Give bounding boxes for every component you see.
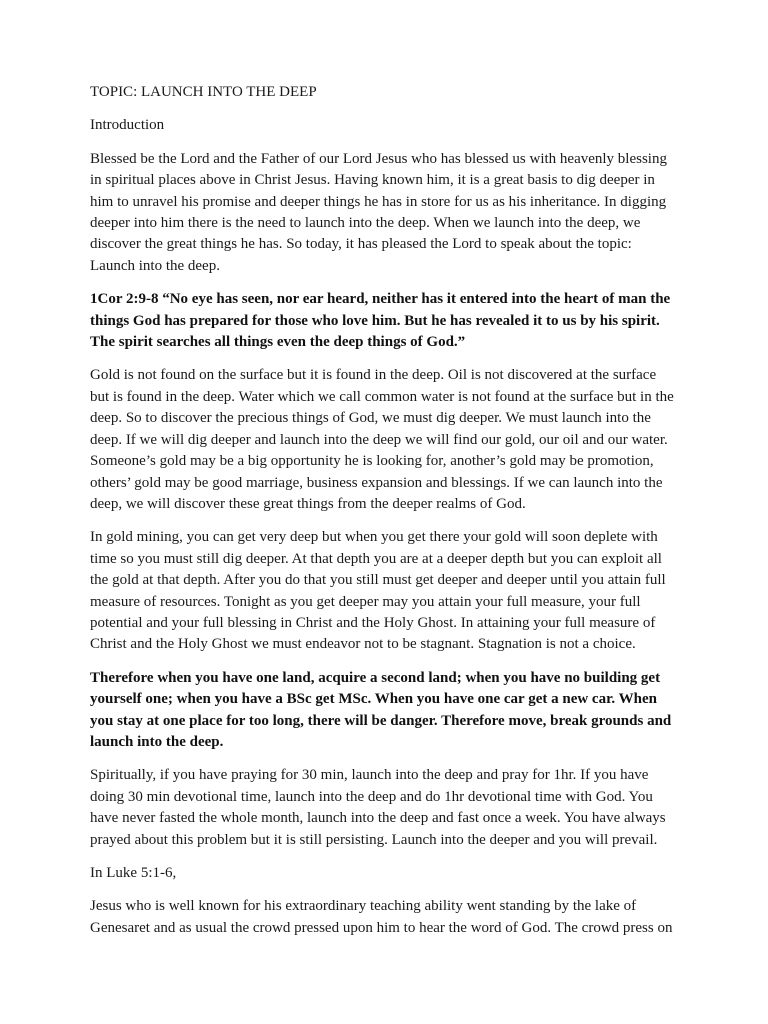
- paragraph-intro: Blessed be the Lord and the Father of our Lord Jesus who has blessed us with heavenly blessing in spiritual places above in Christ Jesus. Having known him, it is a great basis to dig deeper in him to unravel his promise and deeper things he has in store for us as his inheritance. In digging deeper into him there is the need to launch into the deep. When we launch into the deep, we discover the great things he has. So today, it has pleased the Lord to speak about the topic: Launch into the deep.: [90, 150, 667, 274]
- document-page: [90, 82, 678, 951]
- introduction-heading: Introduction: [90, 117, 165, 134]
- paragraph-spiritually: Spiritually, if you have praying for 30 min, launch into the deep and pray for 1hr. If you have doing 30 min devotional time, launch into the deep and do 1hr devotional time with God. You have never fasted the whole month, launch into the deep and fast once a week. You have always prayed about this problem but it is still persisting. Launch into the deeper and you will prevail.: [90, 767, 666, 848]
- document-title: TOPIC: LAUNCH INTO THE DEEP: [90, 84, 317, 100]
- paragraph-gold-oil-water: Gold is not found on the surface but it is found in the deep. Oil is not discovered at the surface but is found in the deep. Water which we call common water is not found at the surface but in the deep. So to discover the precious things of God, we must dig deeper. We must launch into the deep. If we will dig deeper and launch into the deep we will find our gold, our oil and our water. Someone’s gold may be a big opportunity he is looking for, another’s gold may be promotion, others’ gold may be good marriage, business expansion and blessings. If we can launch into the deep, we will discover these great things from the deeper realms of God.: [90, 367, 674, 512]
- paragraph-exhortation: Therefore when you have one land, acquire a second land; when you have no building get yourself one; when you have a BSc get MSc. When you have one car get a new car. When you stay at one place for too long, there will be danger. Therefore move, break grounds and launch into the deep.: [90, 669, 672, 750]
- paragraph-gold-mining: In gold mining, you can get very deep but when you get there your gold will soon deplete with time so you must still dig deeper. At that depth you are at a deeper depth but you can exploit all the gold at that depth. After you do that you still must get deeper and deeper until you attain full measure of resources. Tonight as you get deeper may you attain your full measure, your full potential and your full blessing in Christ and the Holy Ghost. In attaining your full measure of Christ and the Holy Ghost we must endeavor not to be stagnant. Stagnation is not a choice.: [90, 529, 666, 653]
- scripture-reference-luke: In Luke 5:1-6,: [90, 865, 177, 881]
- paragraph-jesus-genesaret: Jesus who is well known for his extraordinary teaching ability went standing by the lake of Genesaret and as usual the crowd pressed upon him to hear the word of God. The crowd press on: [90, 898, 673, 936]
- scripture-quote-1cor: 1Cor 2:9-8 “No eye has seen, nor ear heard, neither has it entered into the heart of man the things God has prepared for those who love him. But he has revealed it to us by his spirit. The spirit searches all things even the deep things of God.”: [90, 291, 671, 351]
